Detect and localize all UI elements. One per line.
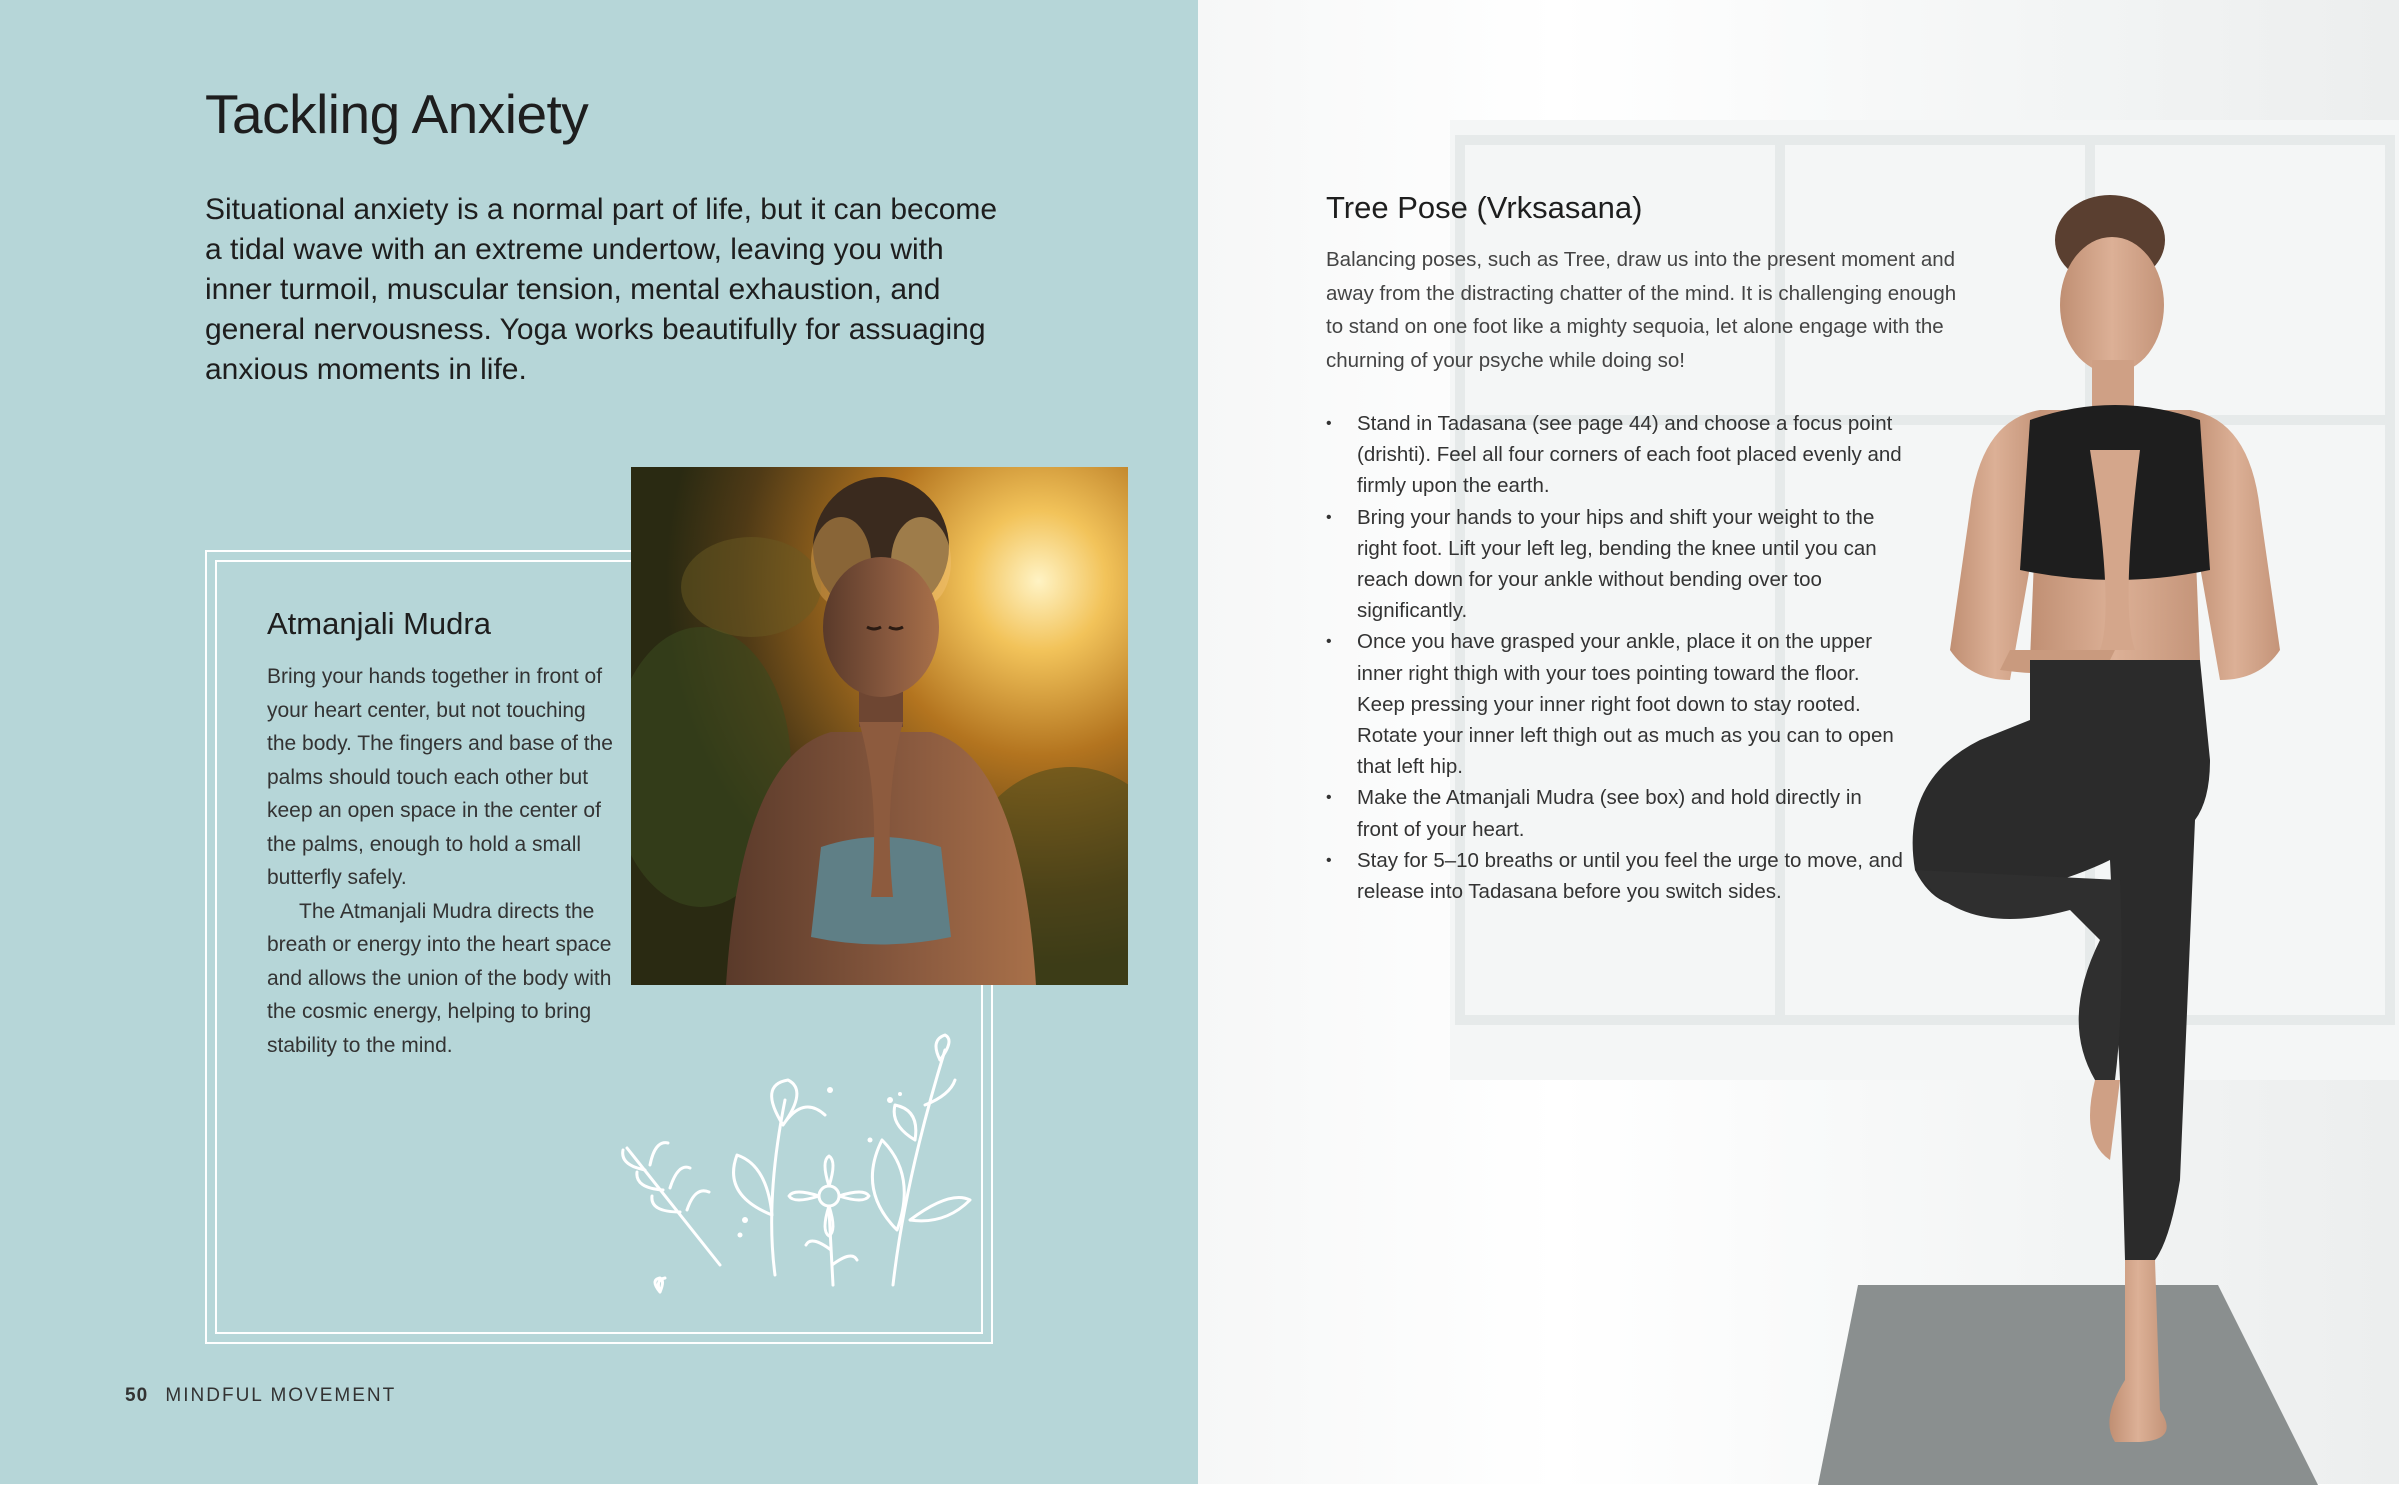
pose-steps-list [1326, 408, 1906, 907]
list-item: • Make the Atmanjali Mudra (see box) and hold directly in front of your heart. [1326, 782, 1906, 844]
botanical-line-art [615, 1030, 975, 1305]
list-item: • Stand in Tadasana (see page 44) and choose a focus point (drishti). Feel all four corners of each foot placed evenly and firmly upon the earth. [1326, 408, 1906, 502]
list-item: • Stay for 5–10 breaths or until you feel the urge to move, and release into Tadasana before you switch sides. [1326, 845, 1906, 907]
page-number: 50 [125, 1385, 149, 1406]
pose-title: Tree Pose (Vrksasana) [1326, 190, 1643, 225]
list-item: • Bring your hands to your hips and shift your weight to the right foot. Lift your left leg, bending the knee until you can reach down for your ankle without bending over too significantly. [1326, 502, 1906, 627]
intro-paragraph: Situational anxiety is a normal part of life, but it can become a tidal wave with an extreme undertow, leaving you with inner turmoil, muscular tension, mental exhaustion, and general nervousness. Yoga works beautifully for assuaging anxious moments in life. [205, 193, 998, 386]
section-name: MINDFUL MOVEMENT [165, 1385, 397, 1406]
box-paragraph-2: The Atmanjali Mudra directs the breath or energy into the heart space and allows the union of the body with the cosmic energy, helping to bring stability to the mind. [267, 899, 612, 1057]
list-item: • Once you have grasped your ankle, place it on the upper inner right thigh with your toes pointing toward the floor. Keep pressing your inner right foot down to stay rooted. Rotate your inner left thigh out as much as you can to open that left hip. [1326, 626, 1906, 782]
meditation-photo [631, 467, 1128, 985]
page-title: Tackling Anxiety [205, 83, 589, 145]
page-footer [125, 1385, 396, 1407]
box-text [267, 660, 617, 1062]
pose-intro: Balancing poses, such as Tree, draw us into the present moment and away from the distracting chatter of the mind. It is challenging enough to stand on one foot like a mighty sequoia, let alone engage with the churning of your psyche while doing so! [1326, 248, 1957, 372]
box-paragraph-1: Bring your hands together in front of your heart center, but not touching the body. The fingers and base of the palms should touch each other but keep an open space in the center of the palms, enough to hold a small butterfly safely. [267, 665, 613, 889]
box-title: Atmanjali Mudra [267, 606, 491, 641]
